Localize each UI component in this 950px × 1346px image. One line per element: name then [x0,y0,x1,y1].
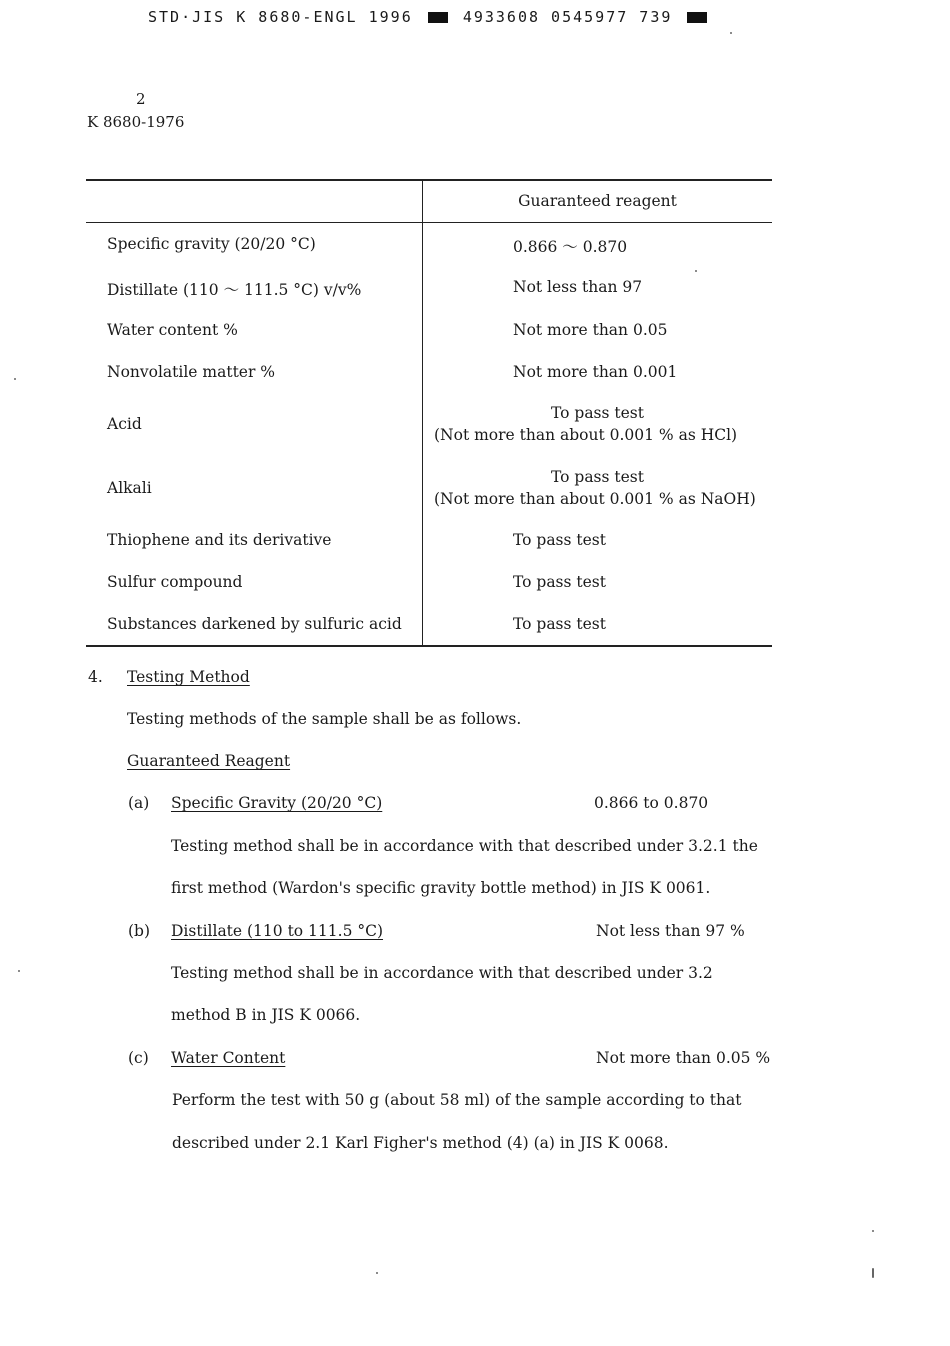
scan-speck [872,1230,874,1232]
item-spec: Not less than 97 % [596,922,745,940]
table-column-header: Guaranteed reagent [518,192,677,210]
item-label: (a) [128,794,150,812]
scan-speck [695,270,697,272]
item-spec: 0.866 to 0.870 [594,794,709,812]
section-subheading: Guaranteed Reagent [127,752,291,770]
table-row-label: Substances darkened by sulfuric acid [107,615,402,633]
table-row-value: To pass test [513,615,606,633]
scan-speck [376,1272,378,1274]
item-title: Distillate (110 to 111.5 °C) [171,922,384,940]
table-bottom-rule [86,645,772,647]
table-row-value: Not more than 0.001 [513,363,678,381]
table-row-note: (Not more than about 0.001 % as NaOH) [434,490,756,508]
page-number: 2 [136,90,146,108]
header-number: 4933608 0545977 739 [462,8,673,26]
table-row-note: (Not more than about 0.001 % as HCl) [434,426,738,444]
table-row-value: Not less than 97 [513,278,643,296]
item-title: Specific Gravity (20/20 °C) [171,794,383,812]
item-spec: Not more than 0.05 % [596,1049,771,1067]
table-row-value: Not more than 0.05 [513,321,668,339]
scan-speck [872,1268,874,1278]
item-label: (b) [128,922,151,940]
scan-speck [730,32,732,34]
standard-id: K 8680-1976 [87,113,185,131]
item-text-line: method B in JIS K 0066. [171,1006,361,1024]
section-number: 4. [88,668,103,686]
table-row-label: Acid [107,415,142,433]
table-row-label: Nonvolatile matter % [107,363,276,381]
table-row-label: Distillate (110 ～ 111.5 °C) v/v% [107,281,362,299]
table-row-label: Alkali [107,479,152,497]
item-text-line: Perform the test with 50 g (about 58 ml) of the sample according to that [172,1091,742,1109]
item-text-line: Testing method shall be in accordance with that described under 3.2 [171,964,713,982]
table-row-value: To pass test [551,404,644,422]
item-text-line: described under 2.1 Karl Figher's method (4) (a) in JIS K 0068. [172,1134,669,1152]
scan-speck [18,970,20,972]
table-row-label: Thiophene and its derivative [107,531,332,549]
barcode-block-icon [687,12,707,23]
table-row-value: 0.866 ～ 0.870 [513,238,628,256]
item-text-line: first method (Wardon's specific gravity bottle method) in JIS K 0061. [171,879,711,897]
table-top-rule [86,179,772,181]
table-header-rule [86,222,772,223]
item-text-line: Testing method shall be in accordance with that described under 3.2.1 the [171,837,758,855]
section-title: Testing Method [127,668,250,686]
table-row-value: To pass test [551,468,644,486]
scan-speck [14,378,16,380]
barcode-block-icon [428,12,448,23]
item-label: (c) [128,1049,149,1067]
table-row-value: To pass test [513,531,606,549]
header-code: STD·JIS K 8680-ENGL 1996 [148,8,413,26]
table-row-label: Specific gravity (20/20 °C) [107,235,316,253]
item-title: Water Content [171,1049,286,1067]
document-header [148,8,711,26]
table-row-label: Water content % [107,321,238,339]
table-row-value: To pass test [513,573,606,591]
table-row-label: Sulfur compound [107,573,243,591]
section-intro: Testing methods of the sample shall be as follows. [127,710,522,728]
